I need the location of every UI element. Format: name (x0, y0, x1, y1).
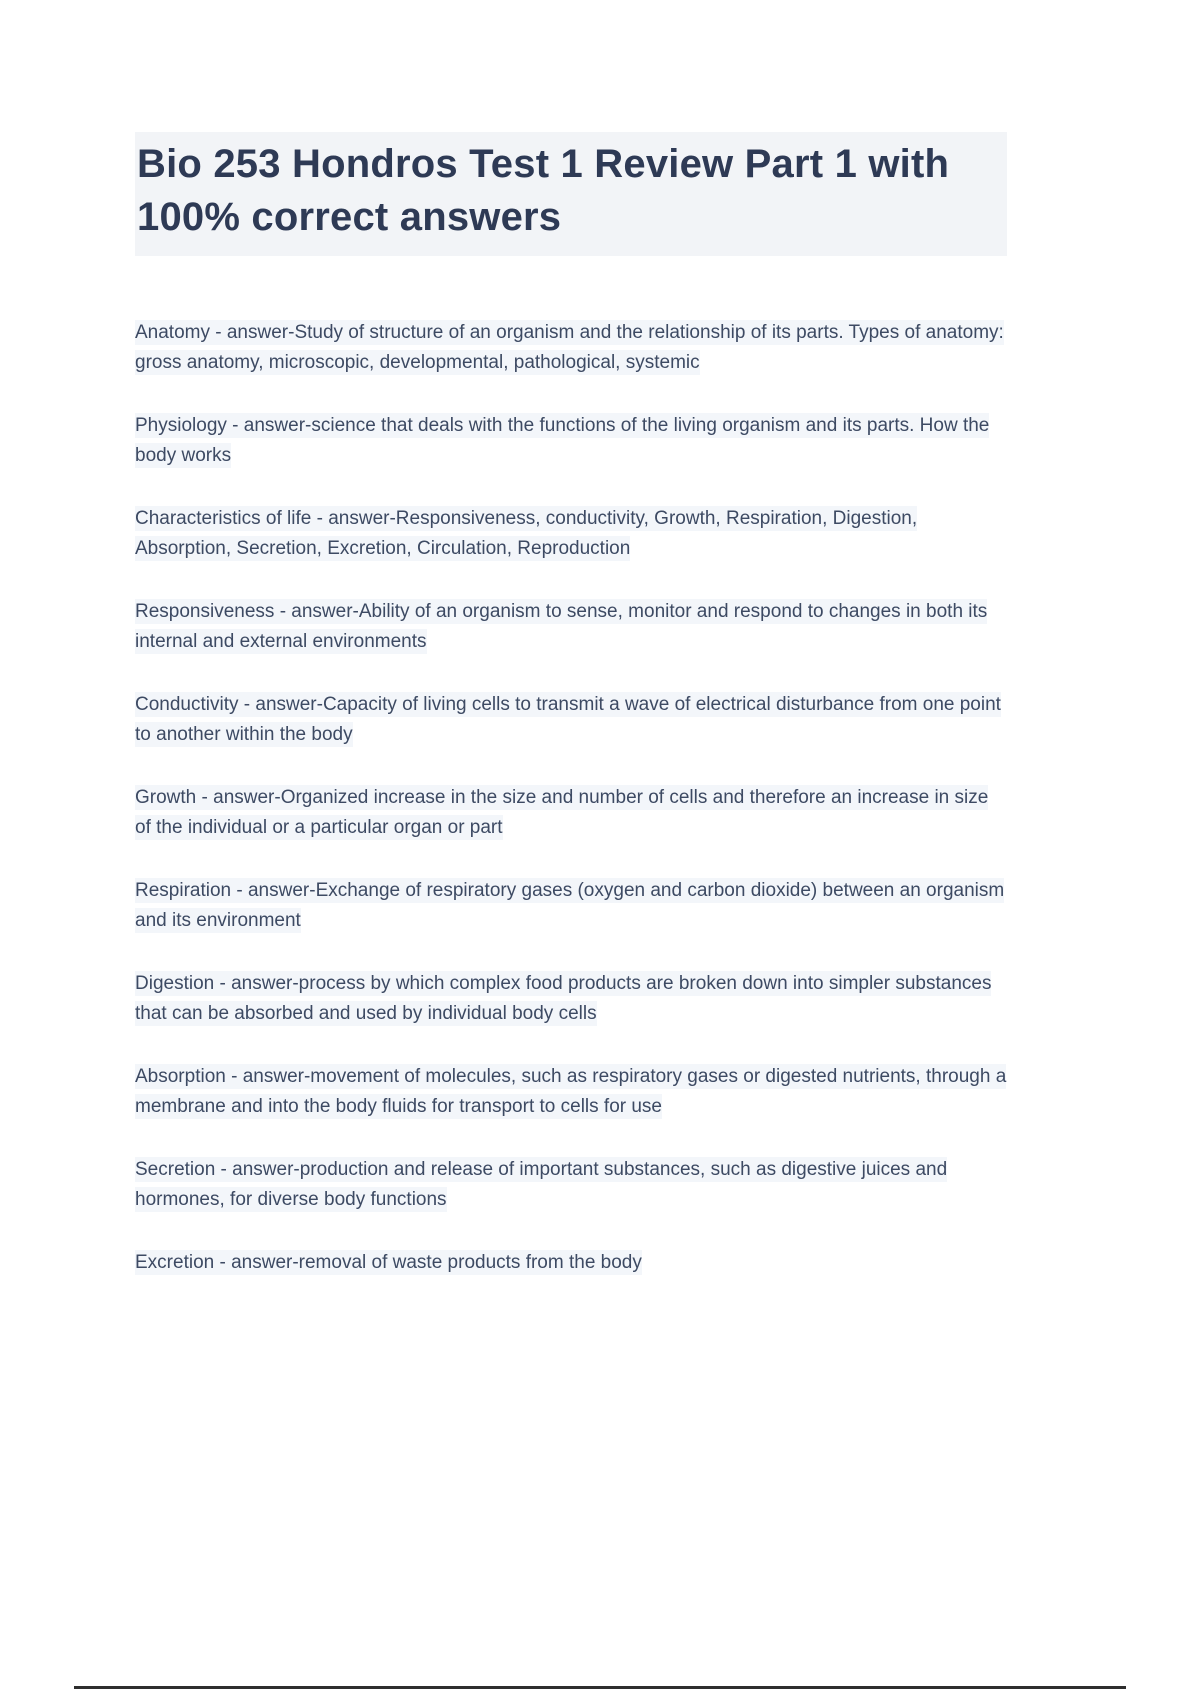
qa-text: Anatomy - answer-Study of structure of an organism and the relationship of its parts. Types of anatomy: gross anatomy, microscopic, developmental, pathological, systemic (135, 321, 1004, 373)
qa-paragraph-absorption (135, 1062, 1007, 1122)
qa-text: Digestion - answer-process by which complex food products are broken down into simpler substances that can be absorbed and used by individual body cells (135, 972, 992, 1024)
qa-paragraph-physiology (135, 411, 1007, 471)
qa-text: Secretion - answer-production and release of important substances, such as digestive juices and hormones, for diverse body functions (135, 1158, 948, 1210)
qa-text: Excretion - answer-removal of waste products from the body (135, 1251, 642, 1273)
qa-text: Physiology - answer-science that deals with the functions of the living organism and its parts. How the body works (135, 414, 990, 466)
qa-paragraph-excretion (135, 1248, 1007, 1278)
qa-text: Absorption - answer-movement of molecules, such as respiratory gases or digested nutrients, through a membrane and into the body fluids for transport to cells for use (135, 1065, 1007, 1117)
qa-text: Respiration - answer-Exchange of respiratory gases (oxygen and carbon dioxide) between an organism and its environment (135, 879, 1005, 931)
qa-text: Growth - answer-Organized increase in the size and number of cells and therefore an increase in size of the individual or a particular organ or part (135, 786, 989, 838)
qa-text: Characteristics of life - answer-Responsiveness, conductivity, Growth, Respiration, Digestion, Absorption, Secretion, Excretion, Circulation, Reproduction (135, 507, 918, 559)
qa-paragraph-responsiveness (135, 597, 1007, 657)
qa-paragraph-anatomy (135, 318, 1007, 378)
page-bottom-rule (74, 1686, 1126, 1689)
page-title: Bio 253 Hondros Test 1 Review Part 1 with 100% correct answers (135, 132, 1007, 256)
qa-text: Responsiveness - answer-Ability of an organism to sense, monitor and respond to changes in both its internal and external environments (135, 600, 988, 652)
qa-paragraph-conductivity (135, 690, 1007, 750)
qa-paragraph-growth (135, 783, 1007, 843)
qa-paragraph-digestion (135, 969, 1007, 1029)
qa-paragraph-respiration (135, 876, 1007, 936)
qa-content (135, 318, 1007, 1278)
document-page (135, 132, 1007, 1311)
qa-paragraph-characteristics-of-life (135, 504, 1007, 564)
qa-paragraph-secretion (135, 1155, 1007, 1215)
qa-text: Conductivity - answer-Capacity of living cells to transmit a wave of electrical disturbance from one point to another within the body (135, 693, 1001, 745)
